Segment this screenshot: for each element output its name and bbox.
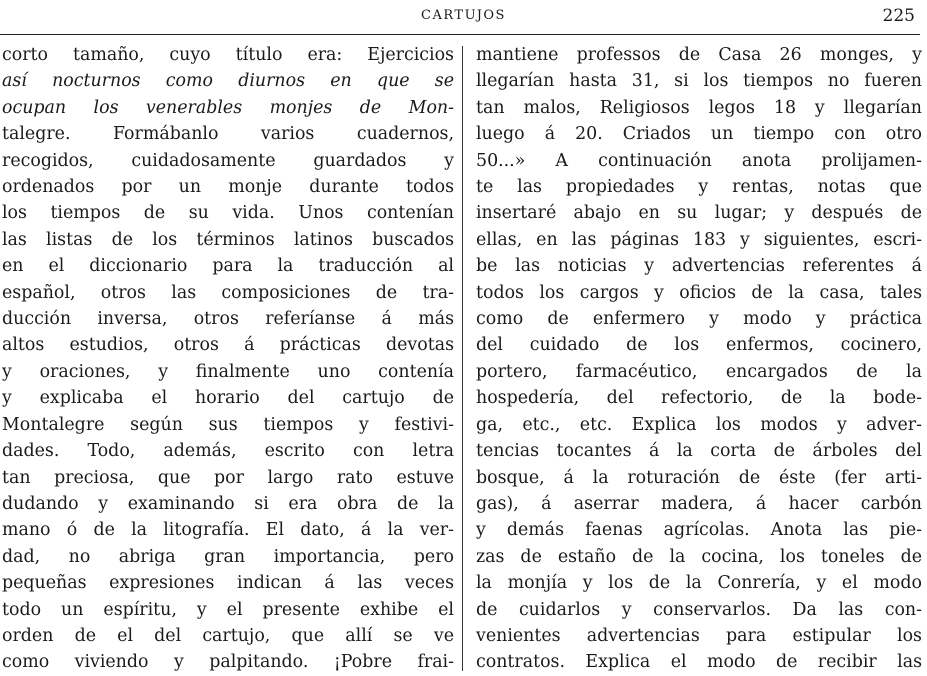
text-line: en el diccionario para la traducción al: [2, 256, 454, 277]
text-line: ellas, en las páginas 183 y siguientes, escri-: [476, 229, 922, 250]
text-line: la monjía y los de la Conrería, y el modo: [476, 573, 922, 594]
text-line: bosque, á la roturación de éste (fer arti-: [476, 467, 922, 488]
text-line: tan preciosa, que por largo rato estuve: [2, 467, 454, 488]
text-line: llegarían hasta 31, si los tiempos no fueren: [476, 71, 922, 92]
header-rule: [0, 34, 920, 35]
text-line: dad, no abriga gran importancia, pero: [2, 546, 454, 567]
left-column: [2, 42, 454, 676]
running-title: CARTUJOS: [421, 8, 506, 23]
text-line: mano ó de la litografía. El dato, á la ver-: [2, 520, 454, 541]
text-line: español, otros las composiciones de tra-: [2, 282, 454, 303]
text-line: pequeñas expresiones indican á las veces: [2, 573, 454, 594]
text-line: tencias tocantes á la corta de árboles del: [476, 441, 922, 462]
text-line: mantiene professos de Casa 26 monges, y: [476, 45, 922, 65]
text-line: y oraciones, y finalmente uno contenía: [2, 361, 454, 382]
text-line: como viviendo y palpitando. ¡Pobre frai-: [2, 652, 454, 673]
text-line: así nocturnos como diurnos en que se: [2, 71, 454, 92]
text-line: tan malos, Religiosos legos 18 y llegarían: [476, 97, 922, 118]
text-line: dudando y examinando si era obra de la: [2, 493, 454, 514]
text-line: ducción inversa, otros referíanse á más: [2, 309, 454, 330]
text-line: portero, farmacéutico, encargados de la: [476, 361, 922, 382]
text-line: 50...» A continuación anota prolijamen-: [476, 150, 922, 171]
text-line: como de enfermero y modo y práctica: [476, 309, 922, 330]
right-column: [476, 42, 922, 676]
text-line: ocupan los venerables monjes de Mon-: [2, 97, 454, 118]
text-line: los tiempos de su vida. Unos contenían: [2, 203, 454, 224]
text-line: y demás faenas agrícolas. Anota las pie-: [476, 520, 922, 541]
text-line: luego á 20. Criados un tiempo con otro: [476, 124, 922, 145]
text-line: insertaré abajo en su lugar; y después de: [476, 203, 922, 224]
column-divider: [462, 46, 463, 671]
text-line: talegre. Formábanlo varios cuadernos,: [2, 124, 454, 145]
text-line: zas de estaño de la cocina, los toneles de: [476, 546, 922, 567]
text-line: altos estudios, otros á prácticas devotas: [2, 335, 454, 356]
text-line: gas), á aserrar madera, á hacer carbón: [476, 493, 922, 514]
text-line: todo un espíritu, y el presente exhibe el: [2, 599, 454, 620]
text-line: Montalegre según sus tiempos y festivi-: [2, 414, 454, 435]
text-line: recogidos, cuidadosamente guardados y: [2, 150, 454, 171]
text-line: be las noticias y advertencias referentes á: [476, 256, 922, 277]
text-line: ga, etc., etc. Explica los modos y adver-: [476, 414, 922, 435]
page-number: 225: [882, 6, 915, 26]
text-line: y explicaba el horario del cartujo de: [2, 388, 454, 409]
text-line: las listas de los términos latinos buscados: [2, 229, 454, 250]
text-line: todos los cargos y oficios de la casa, tales: [476, 282, 922, 303]
text-line: ordenados por un monje durante todos: [2, 177, 454, 198]
text-line: del cuidado de los enfermos, cocinero,: [476, 335, 922, 356]
text-line: corto tamaño, cuyo título era: Ejercicios: [2, 45, 454, 65]
text-line: venientes advertencias para estipular los: [476, 625, 922, 646]
text-line: hospedería, del refectorio, de la bode-: [476, 388, 922, 409]
text-line: contratos. Explica el modo de recibir las: [476, 652, 922, 673]
running-head: [0, 4, 927, 32]
text-line: de cuidarlos y conservarlos. Da las con-: [476, 599, 922, 620]
text-line: orden de el del cartujo, que allí se ve: [2, 625, 454, 646]
text-line: dades. Todo, además, escrito con letra: [2, 441, 454, 462]
text-line: te las propiedades y rentas, notas que: [476, 177, 922, 198]
